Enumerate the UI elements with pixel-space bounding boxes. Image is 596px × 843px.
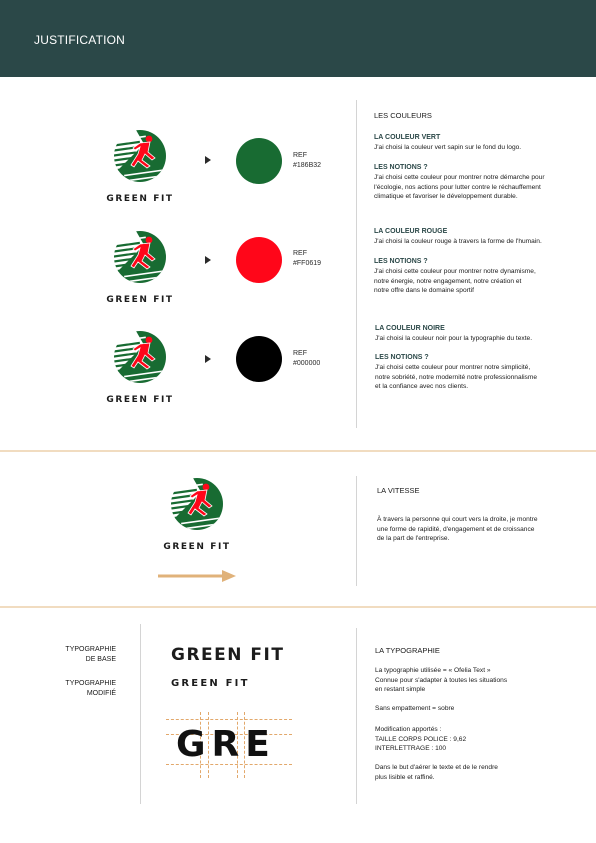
brand-logo-speed xyxy=(157,478,237,560)
block-desc-red: J'ai choisi la couleur rouge à travers la forme de l'humain. xyxy=(374,238,542,245)
block-heading-green: LA COULEUR VERT xyxy=(374,134,441,141)
label-typo-modified: TYPOGRAPHIE MODIFIÉ xyxy=(65,680,116,697)
block-desc-green: J'ai choisi la couleur vert sapin sur le fond du logo. xyxy=(374,144,522,151)
triangle-right-icon xyxy=(205,256,211,264)
notions-text-red: J'ai choisi cette couleur pour montrer notre dynamisme, notre énergie, notre engagement, notre création et notre offre dans le domaine sportif xyxy=(374,268,536,295)
typo-sample-letters: GRE xyxy=(176,724,276,765)
guide-line xyxy=(166,719,292,720)
typo-sample-modified: GREEN FIT xyxy=(171,678,250,689)
ref-black xyxy=(293,349,320,369)
typo-para-1: La typographie utilisée = « Ofelia Text » Connue pour s'adapter à toutes les situations en restant simple xyxy=(375,667,508,694)
ref-label: REF xyxy=(293,350,307,357)
runner-logo-icon xyxy=(114,130,166,182)
triangle-right-icon xyxy=(205,355,211,363)
typo-para-4: Dans le but d'aérer le texte et de le rendre plus lisible et raffiné. xyxy=(375,764,498,781)
column-divider-speed xyxy=(356,476,357,586)
logo-wordmark: GREEN FIT xyxy=(106,295,174,305)
colors-section-title: LES COULEURS xyxy=(374,111,432,120)
logo-wordmark: GREEN FIT xyxy=(106,395,174,405)
column-divider-typo-left xyxy=(140,624,141,804)
typo-section-title: LA TYPOGRAPHIE xyxy=(375,646,440,655)
typo-para-2: Sans empattement = sobre xyxy=(375,705,455,712)
block-heading-black: LA COULEUR NOIRE xyxy=(375,325,445,332)
label-typo-base: TYPOGRAPHIE DE BASE xyxy=(65,646,116,663)
brand-logo-green xyxy=(100,130,180,212)
notions-text-green: J'ai choisi cette couleur pour montrer notre démarche pour l'écologie, nos actions pour lutter contre le réchauffement climatique et favoriser le développement durable. xyxy=(374,174,545,201)
typo-sample-base: GREEN FIT xyxy=(171,645,285,665)
notions-heading-red: LES NOTIONS ? xyxy=(374,258,428,265)
notions-heading-black: LES NOTIONS ? xyxy=(375,354,429,361)
block-desc-black: J'ai choisi la couleur noir pour la typographie du texte. xyxy=(375,335,533,342)
ref-code: #186B32 xyxy=(293,162,322,169)
arrow-right-icon xyxy=(158,570,236,582)
ref-code: #FF0619 xyxy=(293,260,322,267)
column-divider-typo-right xyxy=(356,628,357,804)
runner-logo-icon xyxy=(171,478,223,530)
ref-green xyxy=(293,151,321,171)
brand-logo-red xyxy=(100,231,180,313)
swatch-black xyxy=(236,336,282,382)
section-divider-1 xyxy=(0,450,596,452)
swatch-red xyxy=(236,237,282,283)
runner-logo-icon xyxy=(114,231,166,283)
ref-label: REF xyxy=(293,250,307,257)
runner-logo-icon xyxy=(114,331,166,383)
brand-logo-black xyxy=(100,331,180,413)
notions-text-black: J'ai choisi cette couleur pour montrer notre simplicité, notre sobriété, notre modernité notre professionnalisme et la confiance avec nos clients. xyxy=(375,364,538,391)
swatch-green xyxy=(236,138,282,184)
speed-section-title: LA VITESSE xyxy=(377,486,420,495)
page-title: JUSTIFICATION xyxy=(34,33,126,47)
speed-section-text: À travers la personne qui court vers la droite, je montre une forme de rapidité, d'engagement et de croissance de la part de l'entreprise. xyxy=(377,516,538,543)
ref-red xyxy=(293,249,321,269)
typo-para-3: Modification apportés : TAILLE CORPS POLICE : 9,62 INTERLETTRAGE : 100 xyxy=(375,726,467,753)
block-heading-red: LA COULEUR ROUGE xyxy=(374,228,448,235)
ref-label: REF xyxy=(293,152,307,159)
logo-wordmark: GREEN FIT xyxy=(163,542,231,552)
logo-wordmark: GREEN FIT xyxy=(106,194,174,204)
page-header xyxy=(0,0,596,77)
column-divider-colors xyxy=(356,100,357,428)
letter-spacing-diagram xyxy=(166,712,292,778)
triangle-right-icon xyxy=(205,156,211,164)
ref-code: #000000 xyxy=(293,360,321,367)
section-divider-2 xyxy=(0,606,596,608)
notions-heading-green: LES NOTIONS ? xyxy=(374,164,428,171)
